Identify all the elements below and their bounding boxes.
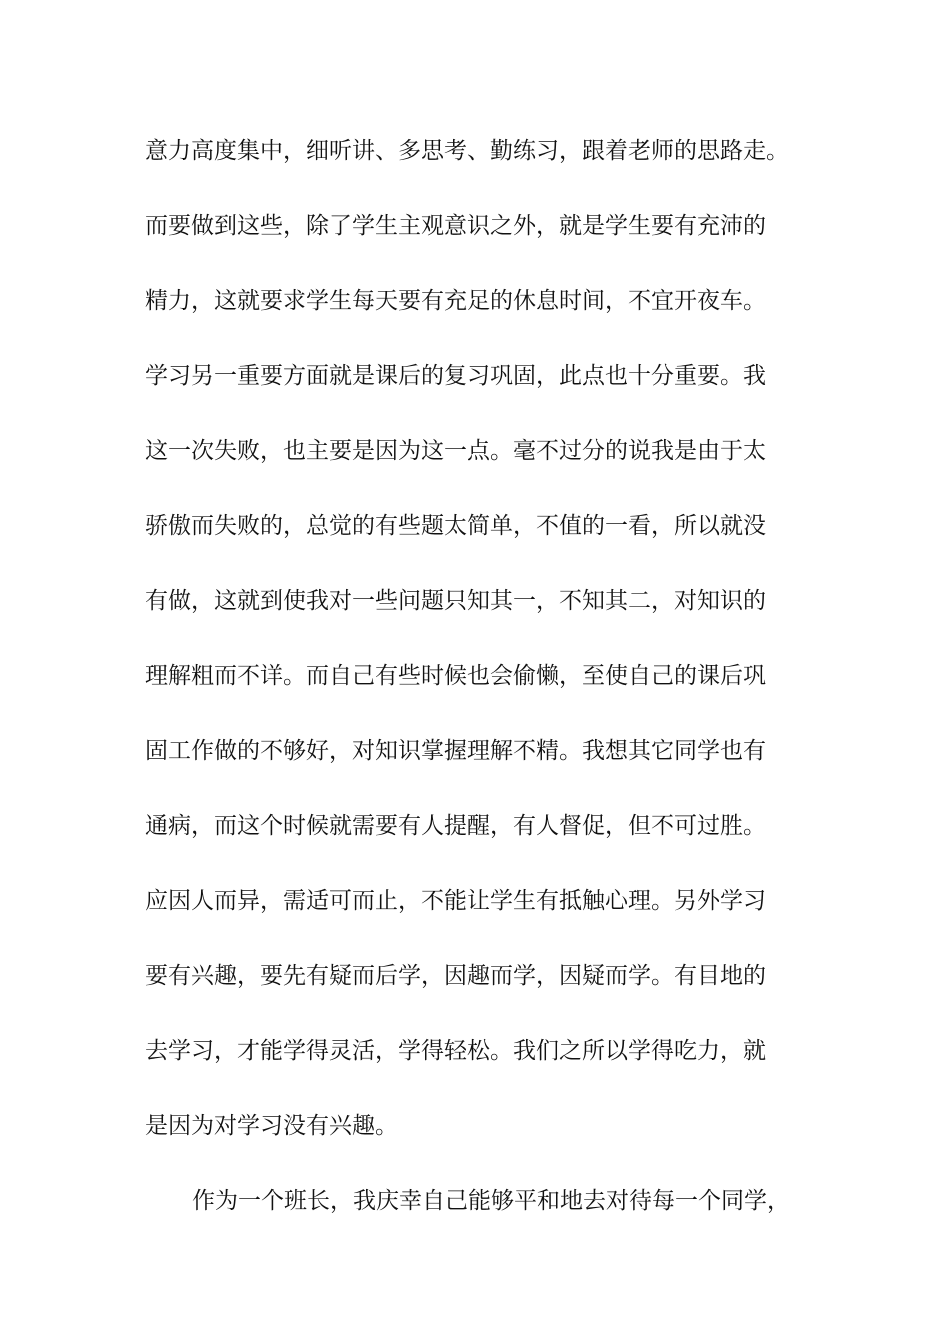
body-text xyxy=(145,128,835,1253)
text-line: 去学习，才能学得灵活，学得轻松。我们之所以学得吃力，就 xyxy=(145,1038,766,1064)
text-line: 这一次失败，也主要是因为这一点。毫不过分的说我是由于太 xyxy=(145,438,766,464)
text-line: 固工作做的不够好，对知识掌握理解不精。我想其它同学也有 xyxy=(145,738,766,764)
text-line: 学习另一重要方面就是课后的复习巩固，此点也十分重要。我 xyxy=(145,363,766,389)
text-line: 是因为对学习没有兴趣。 xyxy=(145,1113,398,1139)
text-line: 应因人而异，需适可而止，不能让学生有抵触心理。另外学习 xyxy=(145,888,766,914)
text-line: 通病，而这个时候就需要有人提醒，有人督促，但不可过胜。 xyxy=(145,813,766,839)
text-line: 意力高度集中，细听讲、多思考、勤练习，跟着老师的思路走。 xyxy=(145,138,789,164)
text-line: 要有兴趣，要先有疑而后学，因趣而学，因疑而学。有目地的 xyxy=(145,963,766,989)
text-line: 理解粗而不详。而自己有些时候也会偷懒，至使自己的课后巩 xyxy=(145,663,766,689)
text-line: 骄傲而失败的，总觉的有些题太简单，不值的一看，所以就没 xyxy=(145,513,766,539)
text-line: 有做，这就到使我对一些问题只知其一，不知其二，对知识的 xyxy=(145,588,766,614)
paragraph-start-line: 作为一个班长，我庆幸自己能够平和地去对待每一个同学， xyxy=(192,1188,790,1214)
text-line: 精力，这就要求学生每天要有充足的休息时间，不宜开夜车。 xyxy=(145,288,766,314)
text-line: 而要做到这些，除了学生主观意识之外，就是学生要有充沛的 xyxy=(145,213,766,239)
